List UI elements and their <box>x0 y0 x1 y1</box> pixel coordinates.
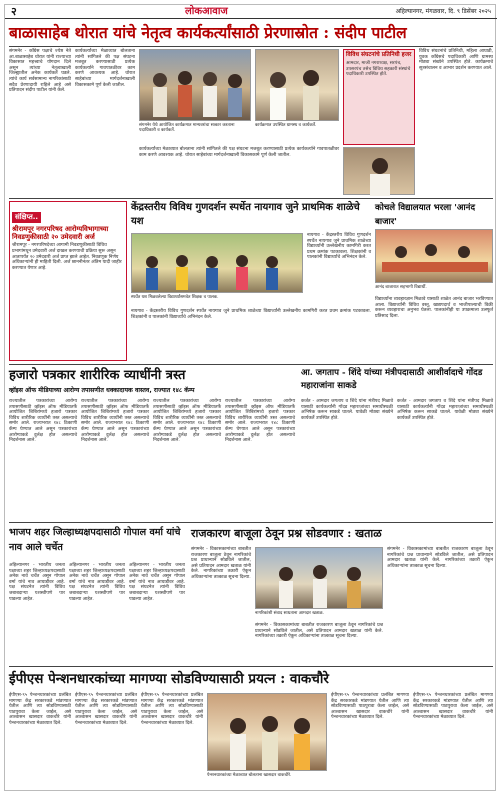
story-two-caption: स्पर्धेत यश मिळवलेल्या विद्यार्थ्यांसमवेत शिक्षक व पालक. <box>131 295 219 300</box>
story-eight-headline: ईपीएस पेन्शनधारकांच्या मागण्या सोडविण्यासाठी प्रयत्न : वाकचौरे <box>9 671 329 687</box>
divider <box>9 522 493 523</box>
photo-pension-meet <box>207 693 327 771</box>
story-four-body-4: राज्यातील पत्रकारांच्या आरोग्य तपासणीसाठी व्हॉइस ऑफ मीडियातर्फे आयोजित शिबिरांमध्ये हजारो पत्रकार विविध शारीरिक व्याधींनी त्रस्त असल्याचे समोर आले. राज्यभरात १४८ ठिकाणी कॅम्प घेण्यात आले असून पत्रकारांच्या आरोग्याकडे दुर्लक्ष होत असल्याचे निदर्शनास आले. <box>225 399 295 444</box>
story-seven-body-3: संगमनेर - विकासकामांच्या बाबतीत राजकारण बाजूला ठेवून नागरिकांचे प्रश्न प्राधान्याने सोडविले जातील, असे प्रतिपादन आमदार खताळ यांनी केले. नागरिकांच्या तक्रारी ऐकून अधिकाऱ्यांना तात्काळ सूचना दिल्या. <box>387 547 493 569</box>
photo-khatal-art <box>256 548 384 610</box>
story-six-headline: भाजप शहर जिल्हाध्यक्षपदासाठी गोपाल वर्मा यांचे नाव आले चर्चेत <box>9 527 181 553</box>
photo-khatal <box>255 547 383 609</box>
top-story-body-continued: कार्यकर्त्यांच्या मेळाव्यात बोलताना त्यांनी सांगितले की पक्ष संघटना मजबूत करण्यासाठी प्रत्येक कार्यकर्त्याने गावपातळीवर काम करणे आवश्यक आहे. थोरात साहेबांच्या मार्गदर्शनाखाली विकासकामे पूर्ण केली जातील. <box>139 147 339 158</box>
newspaper-logo: लोकआवाज <box>185 6 228 17</box>
sidebar-box <box>343 49 415 145</box>
photo-market-art <box>376 230 494 284</box>
brief-body: श्रीरामपूर - नगरपरिषदेच्या आगामी निवडणुकीसाठी विविध प्रभागांमधून उमेदवारी अर्ज दाखल करण्याची प्रक्रिया सुरू असून आतापर्यंत २० उमेदवारी अर्ज प्राप्त झाले आहेत. निवडणूक निर्णय अधिकाऱ्यांनी ही माहिती दिली. अर्ज छाननीनंतर अंतिम यादी जाहीर करण्यात येणार आहे. <box>12 243 122 271</box>
top-story-caption-2: कार्यक्रमात उपस्थित ग्रामस्थ व कार्यकर्ते. <box>255 123 317 128</box>
story-three-headline: कोचले विद्यालयात भरला 'आनंद बाजार' <box>375 203 476 227</box>
story-two-body: नायगाव - केंद्रस्तरीय विविध गुणदर्शन स्पर्धेत नायगाव जुने प्राथमिक शाळेच्या विद्यार्थ्यांनी उल्लेखनीय कामगिरी करत प्रथम क्रमांक पटकावला. शिक्षकांनी व पालकांनी विद्यार्थ्यांचे अभिनंदन केले. <box>131 309 371 320</box>
newspaper-page <box>4 4 496 791</box>
top-story-body-right: विविध संघटनांचे प्रतिनिधी, महिला आघाडी, युवक काँग्रेसचे पदाधिकारी आणि ग्रामस्थ मोठ्या संख्येने उपस्थित होते. कार्यक्रमाचे सूत्रसंचालन व आभार प्रदर्शन करण्यात आले. <box>419 49 493 71</box>
dateline: अहिल्यानगर, मंगळवार, दि. ९ डिसेंबर २०२५ <box>395 8 491 15</box>
photo-felicitation-art <box>140 50 252 122</box>
story-four-body-2: राज्यातील पत्रकारांच्या आरोग्य तपासणीसाठी व्हॉइस ऑफ मीडियातर्फे आयोजित शिबिरांमध्ये हजारो पत्रकार विविध शारीरिक व्याधींनी त्रस्त असल्याचे समोर आले. राज्यभरात १४८ ठिकाणी कॅम्प घेण्यात आले असून पत्रकारांच्या आरोग्याकडे दुर्लक्ष होत असल्याचे निदर्शनास आले. <box>81 399 149 444</box>
story-two-headline: केंद्रस्तरीय विविध गुणदर्शन स्पर्धेत नायगाव जुने प्राथमिक शाळेचे यश <box>131 202 360 227</box>
story-eight-body-2: ईपीएस-९५ पेन्शनधारकांच्या प्रलंबित मागण्या केंद्र सरकारकडे मांडण्यात येतील आणि त्या सोडविण्यासाठी पाठपुरावा केला जाईल, असे आश्वासन खासदार वाकचौरे यांनी पेन्शनधारकांच्या मेळाव्यात दिले. <box>75 693 137 726</box>
photo-guest-art <box>344 148 416 196</box>
divider <box>9 364 493 365</box>
story-eight-caption: पेन्शनधारकांच्या मेळाव्यात बोलताना खासदार वाकचौरे. <box>207 773 292 778</box>
masthead <box>5 5 497 19</box>
photo-event <box>255 49 339 121</box>
story-four-body-3: राज्यातील पत्रकारांच्या आरोग्य तपासणीसाठी व्हॉइस ऑफ मीडियातर्फे आयोजित शिबिरांमध्ये हजारो पत्रकार विविध शारीरिक व्याधींनी त्रस्त असल्याचे समोर आले. राज्यभरात १४८ ठिकाणी कॅम्प घेण्यात आले असून पत्रकारांच्या आरोग्याकडे दुर्लक्ष होत असल्याचे निदर्शनास आले. <box>153 399 221 444</box>
story-seven-headline: राजकारण बाजूला ठेवून प्रश्न सोडवणार : खताळ <box>191 527 382 540</box>
story-six-body-2: अहिल्यानगर - भारतीय जनता पक्षाच्या शहर जिल्हाध्यक्षपदासाठी अनेक नावे चर्चेत असून गोपाल वर्मा यांचे नाव आघाडीवर आहे. पक्ष संघटनेत त्यांनी विविध जबाबदाऱ्या यशस्वीपणे पार पाडल्या आहेत. <box>69 563 125 602</box>
story-three-caption: आनंद बाजारात सहभागी विद्यार्थी. <box>375 285 427 290</box>
top-story-body-mid: कार्यकर्त्यांच्या मेळाव्यात बोलताना त्यांनी सांगितले की पक्ष संघटना मजबूत करण्यासाठी प्रत्येक कार्यकर्त्याने गावपातळीवर काम करणे आवश्यक आहे. थोरात साहेबांच्या मार्गदर्शनाखाली विकासकामे पूर्ण केली जातील. <box>75 49 135 88</box>
story-three-body: विद्यार्थ्यांना व्यवहारज्ञान मिळावे यासाठी शाळेत आनंद बाजार भरविण्यात आला. विद्यार्थ्यांनी विविध वस्तू, खाद्यपदार्थ व भाजीपाल्याची विक्री करून व्यवहाराचा अनुभव घेतला. पालकांनीही या उपक्रमाला उत्स्फूर्त प्रतिसाद दिला. <box>375 297 493 319</box>
story-eight-body-5: ईपीएस-९५ पेन्शनधारकांच्या प्रलंबित मागण्या केंद्र सरकारकडे मांडण्यात येतील आणि त्या सोडविण्यासाठी पाठपुरावा केला जाईल, असे आश्वासन खासदार वाकचौरे यांनी पेन्शनधारकांच्या मेळाव्यात दिले. <box>413 693 493 721</box>
story-five-headline: आ. जगताप - शिंदे यांच्या मंत्रीपदासाठी आशीर्वादाचे गोंदड महाराजांना साकडे <box>301 368 483 391</box>
top-story-caption-1: संगमनेर येथे आयोजित कार्यक्रमात मान्यवरांचा सत्कार करताना पदाधिकारी व कार्यकर्ते. <box>139 123 235 134</box>
story-four-subhead: व्हॉइस ऑफ मीडियाच्या आरोग्य तपासणीत धक्कादायक वास्तव, राज्यात १४८ कॅम्प <box>9 387 195 394</box>
photo-guest <box>343 147 415 195</box>
story-five-body: कर्जत - आमदार जगताप व शिंदे यांना मंत्रीपद मिळावे यासाठी कार्यकर्त्यांनी गोंदड महाराजांच्या समाधीस्थळी अभिषेक करून साकडे घातले. यावेळी मोठ्या संख्येने कार्यकर्ते उपस्थित होते. <box>301 399 393 421</box>
photo-felicitation <box>139 49 251 121</box>
sidebar-box-heading: विविध संघटनांचे प्रतिनिधी हजर <box>346 52 412 58</box>
top-story-body-left: संगमनेर - काँग्रेस पक्षाचे ज्येष्ठ नेते आ.बाळासाहेब थोरात यांनी राज्याच्या विकासात महत्त्वाचे योगदान दिले असून त्यांच्या नेतृत्वाखाली जिल्ह्यातील अनेक कार्यकर्ते घडले. त्यांचे कार्य सर्वसामान्य नागरिकांसाठी सदैव प्रेरणादायी राहिले आहे असे प्रतिपादन संदीप पाटील यांनी केले. <box>9 49 71 94</box>
photo-students <box>131 233 303 293</box>
divider <box>9 666 493 667</box>
brief-box <box>9 201 127 361</box>
top-story-headline: बाळासाहेब थोरात यांचे नेतृत्व कार्यकर्त्यांसाठी प्रेरणास्रोत : संदीप पाटील <box>9 23 407 42</box>
story-four-headline: हजारो पत्रकार शारीरिक व्याधींनी त्रस्त <box>9 368 186 383</box>
story-two-body-side: नायगाव - केंद्रस्तरीय विविध गुणदर्शन स्पर्धेत नायगाव जुने प्राथमिक शाळेच्या विद्यार्थ्यांनी उल्लेखनीय कामगिरी करत प्रथम क्रमांक पटकावला. शिक्षकांनी व पालकांनी विद्यार्थ्यांचे अभिनंदन केले. <box>307 233 371 261</box>
story-five-body-2: कर्जत - आमदार जगताप व शिंदे यांना मंत्रीपद मिळावे यासाठी कार्यकर्त्यांनी गोंदड महाराजांच्या समाधीस्थळी अभिषेक करून साकडे घातले. यावेळी मोठ्या संख्येने कार्यकर्ते उपस्थित होते. <box>397 399 493 421</box>
photo-pension-meet-art <box>208 694 328 772</box>
brief-headline: श्रीरामपूर नगरपरिषद आरोग्यविभागाच्या निवडणुकीसाठी २० उमेदवारी अर्ज <box>12 225 109 242</box>
photo-students-art <box>132 234 304 294</box>
brief-label: संक्षिप्त.. <box>12 212 41 223</box>
story-six-body-3: अहिल्यानगर - भारतीय जनता पक्षाच्या शहर जिल्हाध्यक्षपदासाठी अनेक नावे चर्चेत असून गोपाल वर्मा यांचे नाव आघाडीवर आहे. पक्ष संघटनेत त्यांनी विविध जबाबदाऱ्या यशस्वीपणे पार पाडल्या आहेत. <box>129 563 185 602</box>
divider <box>9 46 493 47</box>
divider <box>9 198 493 199</box>
story-seven-caption: नागरिकांशी संवाद साधताना आमदार खताळ. <box>255 611 324 616</box>
story-four-body-1: राज्यातील पत्रकारांच्या आरोग्य तपासणीसाठी व्हॉइस ऑफ मीडियातर्फे आयोजित शिबिरांमध्ये हजारो पत्रकार विविध शारीरिक व्याधींनी त्रस्त असल्याचे समोर आले. राज्यभरात १४८ ठिकाणी कॅम्प घेण्यात आले असून पत्रकारांच्या आरोग्याकडे दुर्लक्ष होत असल्याचे निदर्शनास आले. <box>9 399 77 444</box>
story-eight-body-1: ईपीएस-९५ पेन्शनधारकांच्या प्रलंबित मागण्या केंद्र सरकारकडे मांडण्यात येतील आणि त्या सोडविण्यासाठी पाठपुरावा केला जाईल, असे आश्वासन खासदार वाकचौरे यांनी पेन्शनधारकांच्या मेळाव्यात दिले. <box>9 693 71 726</box>
story-seven-body-1: संगमनेर - विकासकामांच्या बाबतीत राजकारण बाजूला ठेवून नागरिकांचे प्रश्न प्राधान्याने सोडविले जातील, असे प्रतिपादन आमदार खताळ यांनी केले. नागरिकांच्या तक्रारी ऐकून अधिकाऱ्यांना तात्काळ सूचना दिल्या. <box>191 547 251 580</box>
photo-event-art <box>256 50 340 122</box>
story-six-body-1: अहिल्यानगर - भारतीय जनता पक्षाच्या शहर जिल्हाध्यक्षपदासाठी अनेक नावे चर्चेत असून गोपाल वर्मा यांचे नाव आघाडीवर आहे. पक्ष संघटनेत त्यांनी विविध जबाबदाऱ्या यशस्वीपणे पार पाडल्या आहेत. <box>9 563 65 602</box>
story-seven-body-2: संगमनेर - विकासकामांच्या बाबतीत राजकारण बाजूला ठेवून नागरिकांचे प्रश्न प्राधान्याने सोडविले जातील, असे प्रतिपादन आमदार खताळ यांनी केले. नागरिकांच्या तक्रारी ऐकून अधिकाऱ्यांना तात्काळ सूचना दिल्या. <box>255 623 383 640</box>
story-eight-body-3: ईपीएस-९५ पेन्शनधारकांच्या प्रलंबित मागण्या केंद्र सरकारकडे मांडण्यात येतील आणि त्या सोडविण्यासाठी पाठपुरावा केला जाईल, असे आश्वासन खासदार वाकचौरे यांनी पेन्शनधारकांच्या मेळाव्यात दिले. <box>141 693 203 726</box>
photo-market <box>375 229 493 283</box>
sidebar-box-text: आमदार, माजी नगराध्यक्ष, सरपंच, उपसरपंच तसेच विविध सहकारी संस्थांचे पदाधिकारी उपस्थित होते. <box>346 61 411 78</box>
story-eight-body-4: ईपीएस-९५ पेन्शनधारकांच्या प्रलंबित मागण्या केंद्र सरकारकडे मांडण्यात येतील आणि त्या सोडविण्यासाठी पाठपुरावा केला जाईल, असे आश्वासन खासदार वाकचौरे यांनी पेन्शनधारकांच्या मेळाव्यात दिले. <box>331 693 409 721</box>
page-number: २ <box>11 5 17 18</box>
